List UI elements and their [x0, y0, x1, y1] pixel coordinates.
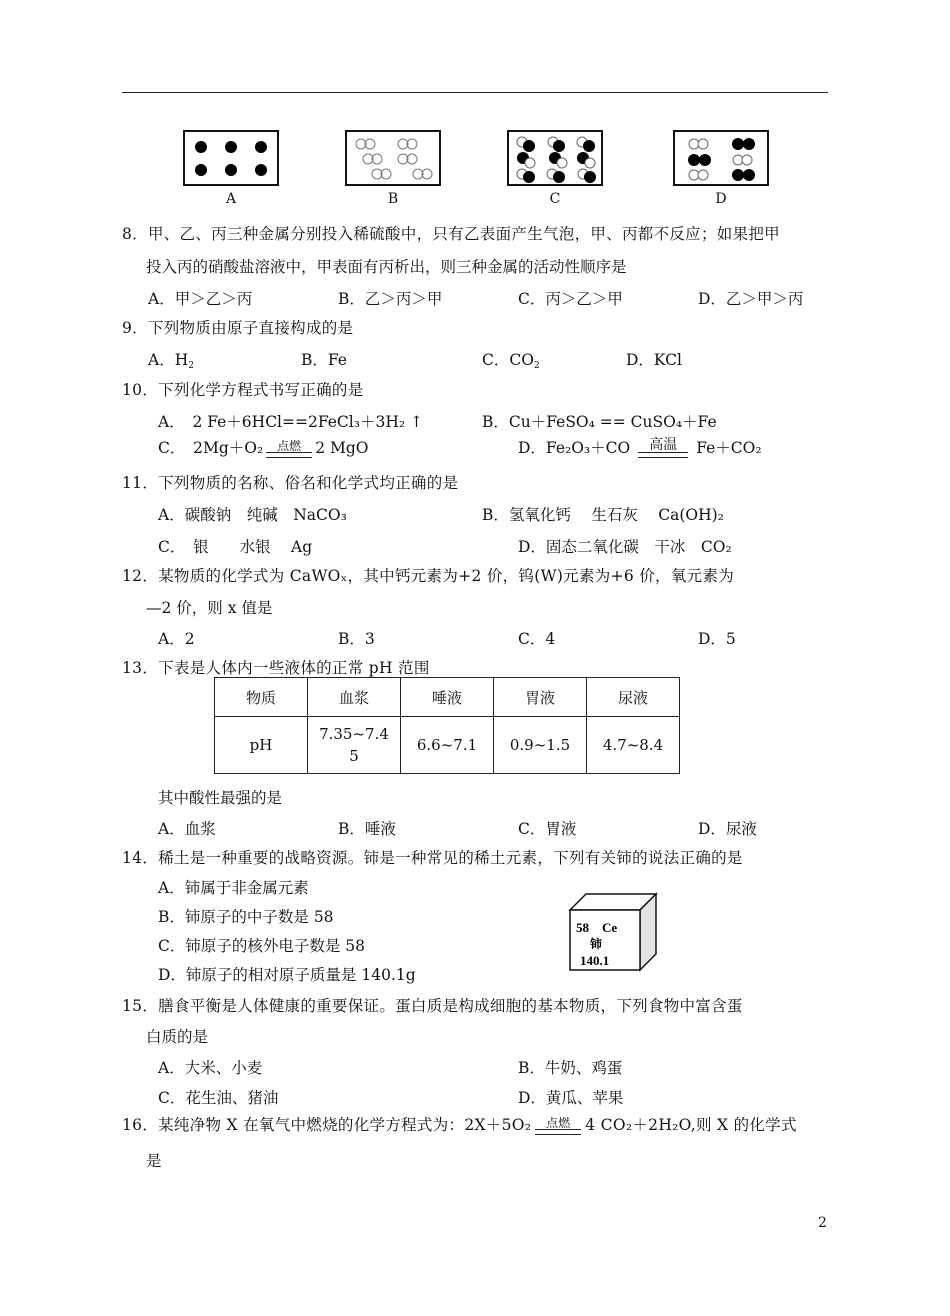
q8-option-c: C．丙＞乙＞甲 — [518, 290, 623, 308]
q9-option-c: C．$CO_2$ — [482, 351, 540, 371]
figure-d-box — [673, 130, 769, 186]
q11-option-b: B．氢氧化钙 生石灰 Ca(OH)₂ — [482, 506, 724, 524]
q11-stem: 11．下列物质的名称、俗名和化学式均正确的是 — [122, 474, 459, 492]
q16-line1: 16．某纯净物 X 在氧气中燃烧的化学方程式为：2X＋5O₂ 点燃 4 CO₂＋2H₂O,则 X 的化学式 — [122, 1116, 797, 1134]
table-cell: 0.9~1.5 — [494, 717, 587, 774]
element-symbol: Ce — [602, 920, 618, 935]
q11-option-c: C． 银 水银 Ag — [158, 538, 313, 556]
figure-c-box — [507, 130, 603, 186]
q12-line1: 12．某物质的化学式为 CaWOₓ，其中钙元素为+2 价，钨(W)元素为+6 价，氧元素为 — [122, 567, 735, 585]
q13-option-a: A．血浆 — [158, 820, 216, 838]
q12-line2: —2 价，则 x 值是 — [146, 599, 273, 617]
q14-option-c: C．铈原子的核外电子数是 58 — [158, 937, 366, 955]
table-header: 血浆 — [308, 678, 401, 717]
q12-option-a: A．2 — [158, 630, 195, 648]
table-header: 唾液 — [401, 678, 494, 717]
page-number: 2 — [818, 1215, 827, 1231]
q13-option-c: C．胃液 — [518, 820, 577, 838]
q13-option-d: D．尿液 — [698, 820, 757, 838]
q13-option-b: B．唾液 — [338, 820, 396, 838]
q15-line1: 15．膳食平衡是人体健康的重要保证。蛋白质是构成细胞的基本物质，下列食物中富含蛋 — [122, 997, 743, 1015]
figure-a-label: A — [225, 191, 237, 207]
q16-line2: 是 — [146, 1152, 162, 1170]
q9-option-a: A．$H_2$ — [148, 351, 194, 371]
figure-c-label: C — [549, 191, 561, 207]
table-header: 尿液 — [587, 678, 680, 717]
q15-option-c: C．花生油、猪油 — [158, 1089, 279, 1107]
table-header-row — [215, 678, 680, 717]
q12-option-b: B．3 — [338, 630, 375, 648]
q14-option-a: A．铈属于非金属元素 — [158, 879, 309, 897]
figure-d-label: D — [715, 191, 727, 207]
q8-line1: 8．甲、乙、丙三种金属分别投入稀硫酸中，只有乙表面产生气泡，甲、丙都不反应；如果把甲 — [122, 225, 780, 243]
q8-option-d: D．乙＞甲＞丙 — [698, 290, 804, 308]
q15-option-b: B．牛奶、鸡蛋 — [518, 1059, 623, 1077]
q10-stem: 10．下列化学方程式书写正确的是 — [122, 381, 364, 399]
element-cube — [566, 890, 662, 978]
table-header: 物质 — [215, 678, 308, 717]
reaction-condition: 高温 — [638, 438, 688, 458]
q12-option-c: C．4 — [518, 630, 556, 648]
q14-option-b: B．铈原子的中子数是 58 — [158, 908, 334, 926]
q10-option-c: C． 2Mg＋O₂ 点燃 2 MgO — [158, 439, 369, 457]
figure-b-label: B — [387, 191, 399, 207]
q11-option-a: A．碳酸钠 纯碱 NaCO₃ — [158, 506, 347, 524]
q8-option-a: A．甲＞乙＞丙 — [148, 290, 253, 308]
figure-a-box — [183, 130, 279, 186]
reaction-condition: 点燃 — [266, 440, 312, 458]
q15-line2: 白质的是 — [146, 1028, 209, 1046]
figure-c-particles — [509, 132, 601, 184]
q14-option-d: D．铈原子的相对原子质量是 140.1g — [158, 966, 416, 984]
table-cell: 7.35~7.4 5 — [308, 717, 401, 774]
figure-a-particles — [185, 132, 277, 184]
q9-option-b: B．Fe — [301, 351, 347, 369]
table-cell: 6.6~7.1 — [401, 717, 494, 774]
q13-follow: 其中酸性最强的是 — [158, 789, 283, 807]
q13-stem: 13．下表是人体内一些液体的正常 pH 范围 — [122, 659, 430, 677]
table-cell: 4.7~8.4 — [587, 717, 680, 774]
q14-stem: 14．稀土是一种重要的战略资源。铈是一种常见的稀土元素，下列有关铈的说法正确的是 — [122, 849, 743, 867]
q11-option-d: D．固态二氧化碳 干冰 CO₂ — [518, 538, 732, 556]
header-rule — [122, 92, 828, 93]
q9-option-d: D．KCl — [626, 351, 682, 369]
table-row — [215, 717, 680, 774]
q8-line2: 投入丙的硝酸盐溶液中，甲表面有丙析出，则三种金属的活动性顺序是 — [146, 258, 627, 276]
figure-d-particles — [675, 132, 767, 184]
q12-option-d: D．5 — [698, 630, 736, 648]
q10-option-b: B．Cu＋FeSO₄ == CuSO₄＋Fe — [482, 413, 717, 431]
q15-option-a: A．大米、小麦 — [158, 1059, 263, 1077]
q9-stem: 9．下列物质由原子直接构成的是 — [122, 319, 354, 337]
ph-table — [214, 677, 680, 774]
figure-b-box — [345, 130, 441, 186]
q15-option-d: D．黄瓜、苹果 — [518, 1089, 624, 1107]
element-mass: 140.1 — [580, 953, 610, 968]
figure-b-particles — [347, 132, 439, 184]
element-name: 铈 — [590, 937, 603, 951]
reaction-condition: 点燃 — [535, 1117, 581, 1135]
q10-option-a: A． 2 Fe＋6HCl==2FeCl₃＋3H₂ ↑ — [158, 413, 423, 431]
q8-option-b: B．乙＞丙＞甲 — [338, 290, 443, 308]
table-cell: pH — [215, 717, 308, 774]
element-number: 58 — [576, 920, 589, 935]
table-header: 胃液 — [494, 678, 587, 717]
q10-option-d: D．Fe₂O₃＋CO 高温 Fe＋CO₂ — [518, 437, 762, 457]
